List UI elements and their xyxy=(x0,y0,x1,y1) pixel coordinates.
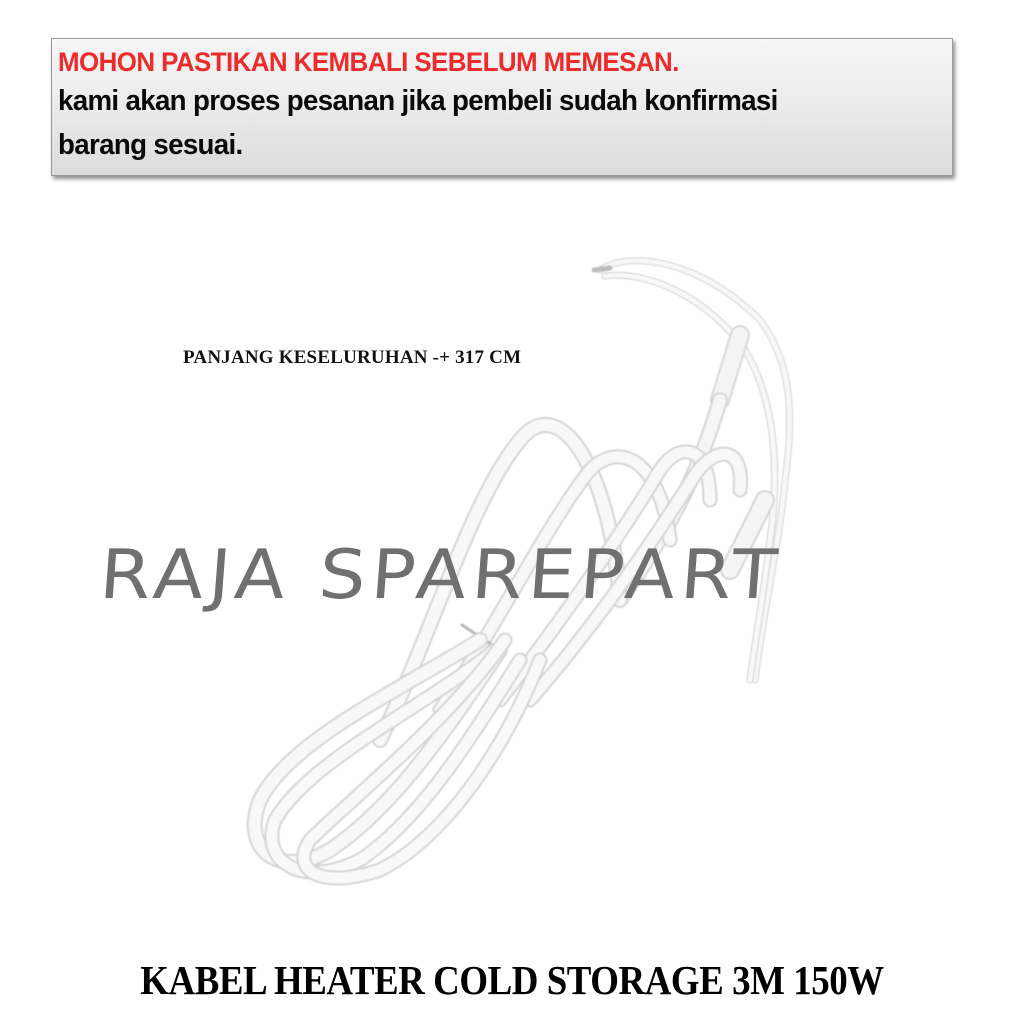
product-title: KABEL HEATER COLD STORAGE 3M 150W xyxy=(140,957,884,1003)
watermark-text: RAJA SPAREPART xyxy=(97,536,786,615)
notice-line-1: kami akan proses pesanan jika pembeli sudah konfirmasi xyxy=(58,85,778,117)
notice-box xyxy=(51,38,953,176)
notice-line-2: barang sesuai. xyxy=(58,129,243,161)
notice-title: MOHON PASTIKAN KEMBALI SEBELUM MEMESAN. xyxy=(58,47,679,77)
length-label: PANJANG KESELURUHAN -+ 317 CM xyxy=(183,347,522,368)
